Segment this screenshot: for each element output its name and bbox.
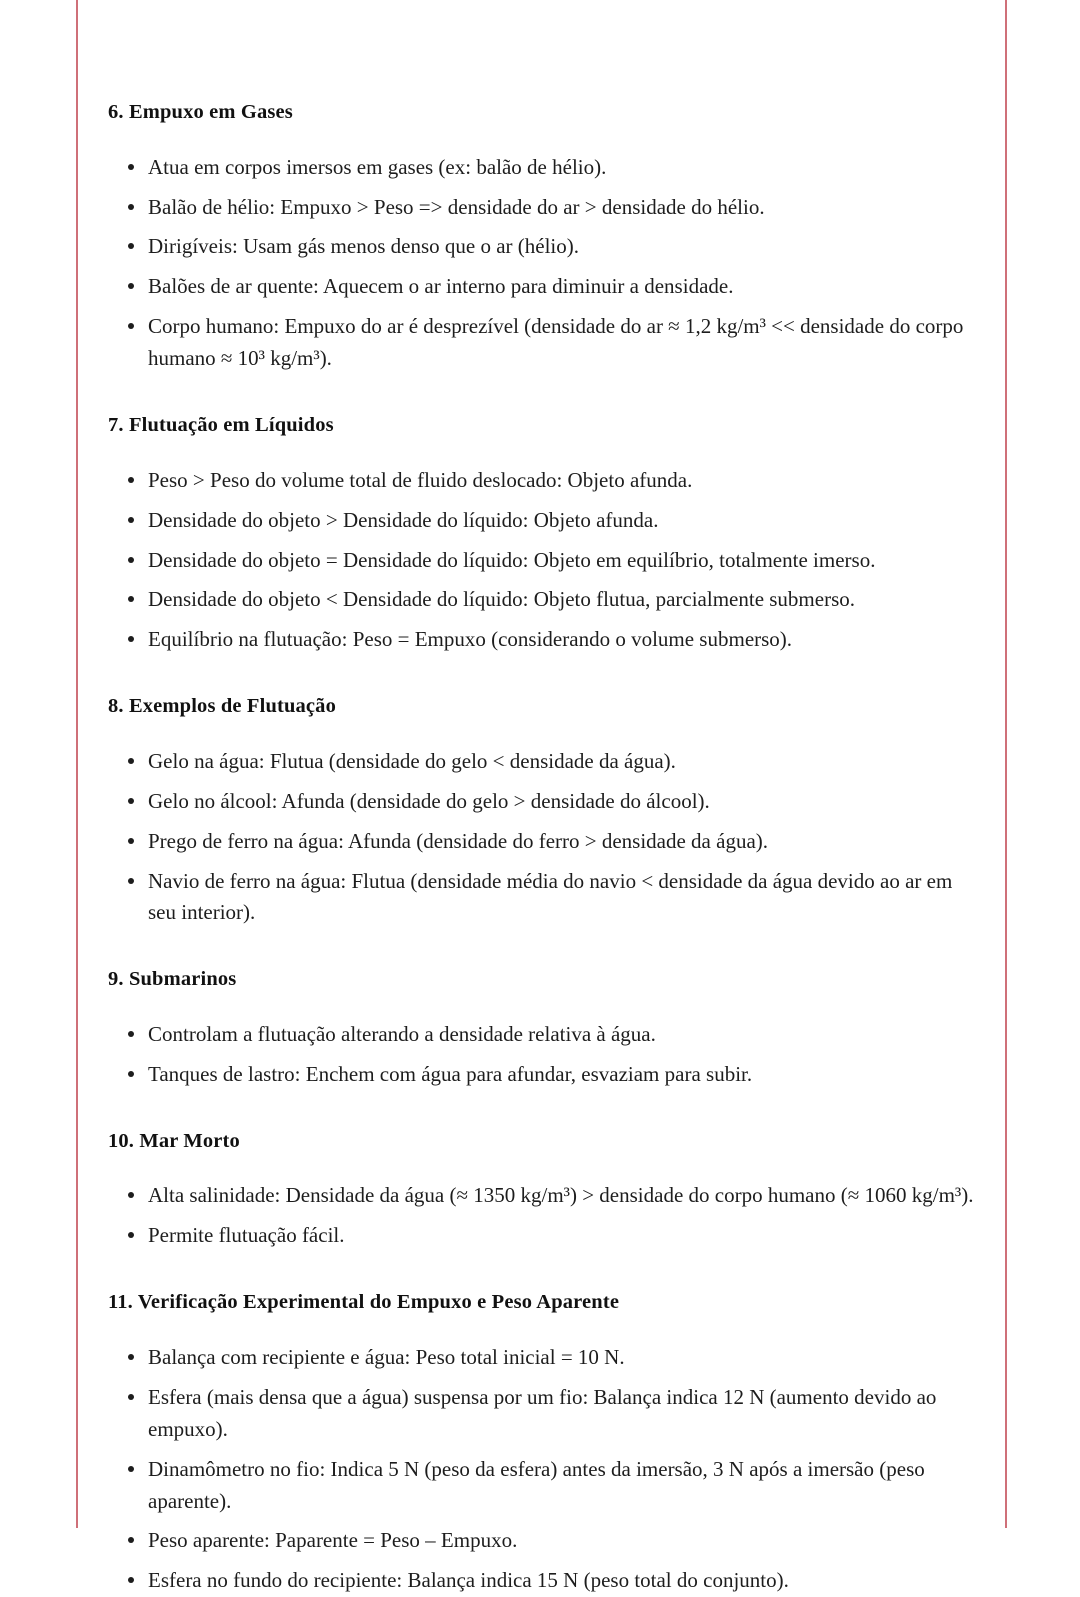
list-item: Peso > Peso do volume total de fluido deslocado: Objeto afunda. bbox=[108, 465, 982, 497]
section-title: 8. Exemplos de Flutuação bbox=[108, 695, 336, 718]
list-item: Prego de ferro na água: Afunda (densidade do ferro > densidade da água). bbox=[108, 826, 982, 858]
list-item: Densidade do objeto = Densidade do líquido: Objeto em equilíbrio, totalmente imerso. bbox=[108, 545, 982, 577]
section-empuxo-em-gases bbox=[108, 100, 982, 375]
list-item: Dinamômetro no fio: Indica 5 N (peso da esfera) antes da imersão, 3 N após a imersão (peso aparente). bbox=[108, 1454, 982, 1518]
list-item: Esfera (mais densa que a água) suspensa por um fio: Balança indica 12 N (aumento devido ao empuxo). bbox=[108, 1382, 982, 1446]
list-item: Controlam a flutuação alterando a densidade relativa à água. bbox=[108, 1019, 982, 1051]
list-item: Esfera no fundo do recipiente: Balança indica 15 N (peso total do conjunto). bbox=[108, 1565, 982, 1597]
section-title: 10. Mar Morto bbox=[108, 1129, 240, 1152]
list-item: Gelo no álcool: Afunda (densidade do gelo > densidade do álcool). bbox=[108, 786, 982, 818]
list-item: Peso aparente: Paparente = Peso – Empuxo. bbox=[108, 1525, 982, 1557]
section-bullet-list bbox=[108, 1342, 982, 1597]
page-right-rule bbox=[1005, 0, 1007, 1528]
section-bullet-list bbox=[108, 1180, 982, 1252]
list-item: Balança com recipiente e água: Peso total inicial = 10 N. bbox=[108, 1342, 982, 1374]
list-item: Corpo humano: Empuxo do ar é desprezível (densidade do ar ≈ 1,2 kg/m³ << densidade do corpo humano ≈ 10³ kg/m³). bbox=[108, 311, 982, 375]
list-item: Alta salinidade: Densidade da água (≈ 1350 kg/m³) > densidade do corpo humano (≈ 1060 kg/m³). bbox=[108, 1180, 982, 1212]
list-item: Tanques de lastro: Enchem com água para afundar, esvaziam para subir. bbox=[108, 1059, 982, 1091]
list-item: Densidade do objeto > Densidade do líquido: Objeto afunda. bbox=[108, 505, 982, 537]
section-title: 11. Verificação Experimental do Empuxo e Peso Aparente bbox=[108, 1291, 620, 1314]
section-flutuacao-em-liquidos bbox=[108, 413, 982, 656]
section-bullet-list bbox=[108, 746, 982, 930]
page-left-rule bbox=[76, 0, 78, 1528]
section-bullet-list bbox=[108, 465, 982, 657]
section-exemplos-de-flutuacao bbox=[108, 694, 982, 929]
section-verificacao-experimental bbox=[108, 1290, 982, 1597]
list-item: Balões de ar quente: Aquecem o ar interno para diminuir a densidade. bbox=[108, 271, 982, 303]
section-title: 9. Submarinos bbox=[108, 968, 237, 991]
section-title: 7. Flutuação em Líquidos bbox=[108, 414, 334, 437]
list-item: Equilíbrio na flutuação: Peso = Empuxo (considerando o volume submerso). bbox=[108, 624, 982, 656]
list-item: Densidade do objeto < Densidade do líquido: Objeto flutua, parcialmente submerso. bbox=[108, 584, 982, 616]
list-item: Dirigíveis: Usam gás menos denso que o ar (hélio). bbox=[108, 231, 982, 263]
section-submarinos bbox=[108, 967, 982, 1090]
list-item: Navio de ferro na água: Flutua (densidade média do navio < densidade da água devido ao ar em seu interior). bbox=[108, 866, 982, 930]
list-item: Atua em corpos imersos em gases (ex: balão de hélio). bbox=[108, 152, 982, 184]
list-item: Permite flutuação fácil. bbox=[108, 1220, 982, 1252]
list-item: Balão de hélio: Empuxo > Peso => densidade do ar > densidade do hélio. bbox=[108, 192, 982, 224]
section-mar-morto bbox=[108, 1129, 982, 1252]
document-body bbox=[108, 100, 982, 1597]
section-bullet-list bbox=[108, 1019, 982, 1091]
section-bullet-list bbox=[108, 152, 982, 375]
section-title: 6. Empuxo em Gases bbox=[108, 101, 293, 123]
list-item: Gelo na água: Flutua (densidade do gelo < densidade da água). bbox=[108, 746, 982, 778]
